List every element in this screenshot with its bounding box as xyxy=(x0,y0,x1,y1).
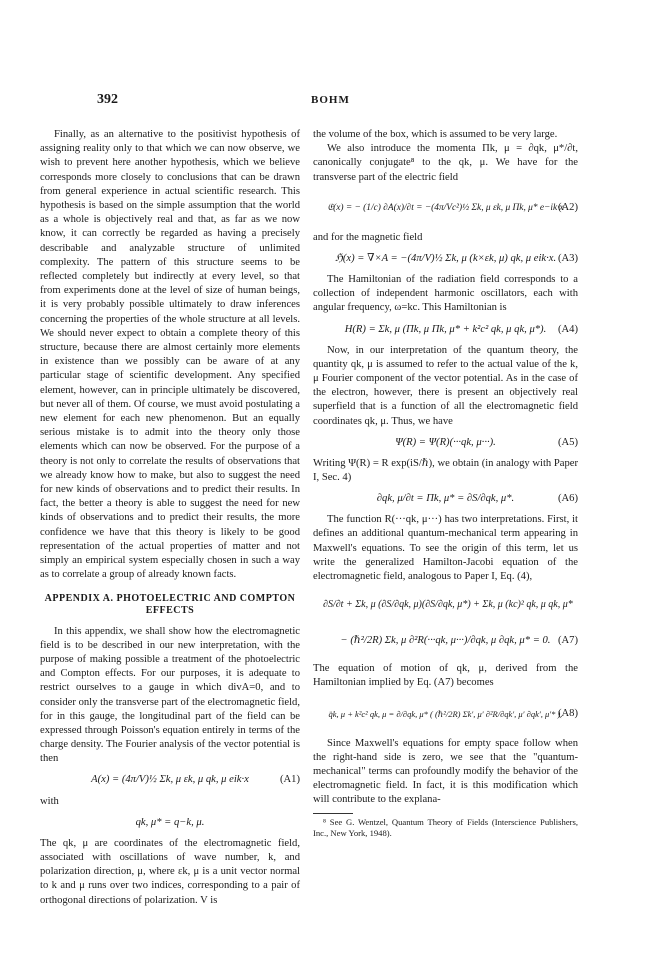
paragraph: The qk, μ are coordinates of the electromagnetic field, associated with oscillations of wave number, k, and polarization direction, μ, where εk, μ is a unit vector normal to k and μ runs over two indices, corresponding to a pair of orthogonal directions of polarization. V is xyxy=(40,837,300,906)
equation-a5 xyxy=(313,435,578,451)
paragraph: Finally, as an alternative to the positivist hypothesis of assigning reality only to that which we can now observe, we wish to prevent here another hypothesis, which we believe corresponds more closely to conclusions that can be drawn from general experience in actual scientific research. This hypothesis is based on the simple assumption that the world as a whole is objectively real and that, as far as we now know, it can correctly be regarded as having a precisely describable and analyzable structure of unlimited complexity. The pattern of this structure seems to be reflected completely but indirectly at every level, so that from experiments done at the level of size of human beings, it is very probably possible ultimately to draw inferences concerning the properties of the whole structure at all levels. We should never expect to obtain a complete theory of this structure, because there are almost certainly more elements in existence than we possibly can be aware of at any particular stage of scientific development. Any specified element, however, can in principle ultimately be discovered, but never all of them. Of course, we must avoid postulating a new element for each new phenomenon. But an equally serious mistake is to admit into the theory only those elements which can now be observed. For the purpose of a theory is not only to correlate the results of observations that we already know how to make, but also to suggest the need for new kinds of observations and to predict their results. In fact, the better a theory is able to suggest the need for new kinds of observations and to predict their results, the more confidence we have that this theory is likely to be good representation of the actual properties of matter and not simply an empirical system especially chosen in such a way as to correlate a group of already known facts. xyxy=(40,129,300,581)
paragraph: the volume of the box, which is assumed to be very large. xyxy=(313,129,558,140)
equation-number: (A3) xyxy=(557,252,578,264)
equation-a7-line2 xyxy=(313,626,578,656)
equation-number: (A8) xyxy=(557,707,578,719)
equation-text: ℌ(x) = ∇×A = −(4π/V)½ Σk, μ (k×εk, μ) qk, μ eik·x. xyxy=(334,252,557,264)
equation-a1-conjugate xyxy=(40,815,300,831)
equation-number: (A6) xyxy=(557,493,578,505)
equation-a4 xyxy=(313,322,578,338)
footnote-rule xyxy=(313,813,353,814)
equation-text: ∂qk, μ/∂t = Πk, μ* = ∂S/∂qk, μ*. xyxy=(376,493,515,505)
equation-a3 xyxy=(313,251,578,267)
equation-number: (A7) xyxy=(557,635,578,647)
paragraph: Now, in our interpretation of the quantum theory, the quantity qk, μ is assumed to refer to the actual value of the k, μ Fourier component of the vector potential. As in the case of the electron, however, there is present an objectively real superfield that is a function of all the electromagnetic field coordinates qk, μ. Thus, we have xyxy=(313,344,578,427)
paragraph: and for the magnetic field xyxy=(313,231,423,243)
equation-text: 𝔈(x) = − (1/c) ∂A(x)/∂t = −(4π/Vc²)½ Σk, μ εk, μ Πk, μ* e−ik·x xyxy=(327,202,564,213)
paragraph: The function R(···qk, μ···) has two interpretations. First, it defines an additional quantum-mechanical term appearing in Maxwell's equations. To see the origin of this term, let us write the generalized Hamilton-Jacobi equation of the electromagnetic field, analogous to Paper I, Eq. (4), xyxy=(313,514,578,583)
equation-a8 xyxy=(313,697,578,731)
right-column xyxy=(313,128,578,839)
equation-a7-line1 xyxy=(313,590,578,620)
equation-number: (A5) xyxy=(557,436,578,448)
appendix-heading: APPENDIX A. PHOTOELECTRIC AND COMPTON EFFECTS xyxy=(44,592,296,616)
equation-text: A(x) = (4π/V)½ Σk, μ εk, μ qk, μ eik·x xyxy=(91,774,249,786)
paragraph: The Hamiltonian of the radiation field corresponds to a collection of independent harmonic oscillators, each with angular frequency, ω=kc. This Hamiltonian is xyxy=(313,274,578,314)
page-number: 392 xyxy=(97,92,118,107)
running-head: BOHM xyxy=(311,94,350,106)
paragraph: Writing Ψ(R) = R exp(iS/ℏ), we obtain (in analogy with Paper I, Sec. 4) xyxy=(313,457,578,484)
equation-text: Ψ(R) = Ψ(R)(···qk, μ···). xyxy=(395,436,496,448)
paragraph: The equation of motion of qk, μ, derived from the Hamiltonian implied by Eq. (A7) becomes xyxy=(313,663,578,689)
equation-number: (A4) xyxy=(557,323,578,335)
equation-a6 xyxy=(313,491,578,507)
equation-text: H(R) = Σk, μ (Πk, μ Πk, μ* + k²c² qk, μ qk, μ*). xyxy=(344,323,547,335)
equation-text: q̈k, μ + k²c² qk, μ = ∂/∂qk, μ* ( (ℏ²/2R) Σk′, μ′ ∂²R/∂qk′, μ′ ∂qk′, μ′* ). xyxy=(328,708,563,719)
paragraph: with xyxy=(40,795,59,807)
equation-text: ∂S/∂t + Σk, μ (∂S/∂qk, μ)(∂S/∂qk, μ*) + Σk, μ (kc)² qk, μ qk, μ* xyxy=(323,599,573,611)
equation-text: − (ℏ²/2R) Σk, μ ∂²R(···qk, μ···)/∂qk, μ ∂qk, μ* = 0. xyxy=(340,635,551,647)
paragraph: In this appendix, we shall show how the electromagnetic field is to be described in our new interpretation, with the purpose of making possible a treatment of the photoelectric and Compton effects. For our purposes, it is adequate to restrict ourselves to a gauge in which divA=0, and to consider only the transverse part of the electromagnetic field, for in this gauge, the longitudinal part of the field can be expressed through Poisson's equation entirely in terms of the charge density. The Fourier analysis of the vector potential is then xyxy=(40,625,300,765)
paragraph: Since Maxwell's equations for empty space follow when the right-hand side is zero, we see that the "quantum-mechanical" terms can profoundly modify the behavior of the electromagnetic field. In fact, it is this modification which will contribute to the explana- xyxy=(313,737,578,806)
equation-a2 xyxy=(313,191,578,225)
equation-number: (A2) xyxy=(557,201,578,213)
footnote: ⁸ See G. Wentzel, Quantum Theory of Fields (Interscience Publishers, Inc., New York, 1948). xyxy=(313,816,578,838)
equation-a1 xyxy=(40,773,300,789)
equation-number: (A1) xyxy=(279,774,300,786)
paragraph: We also introduce the momenta Πk, μ = ∂qk, μ*/∂t, canonically conjugate⁸ to the qk, μ. We have for the transverse part of the electric field xyxy=(313,143,578,183)
equation-text: qk, μ* = q−k, μ. xyxy=(135,816,205,828)
left-column xyxy=(40,128,300,908)
